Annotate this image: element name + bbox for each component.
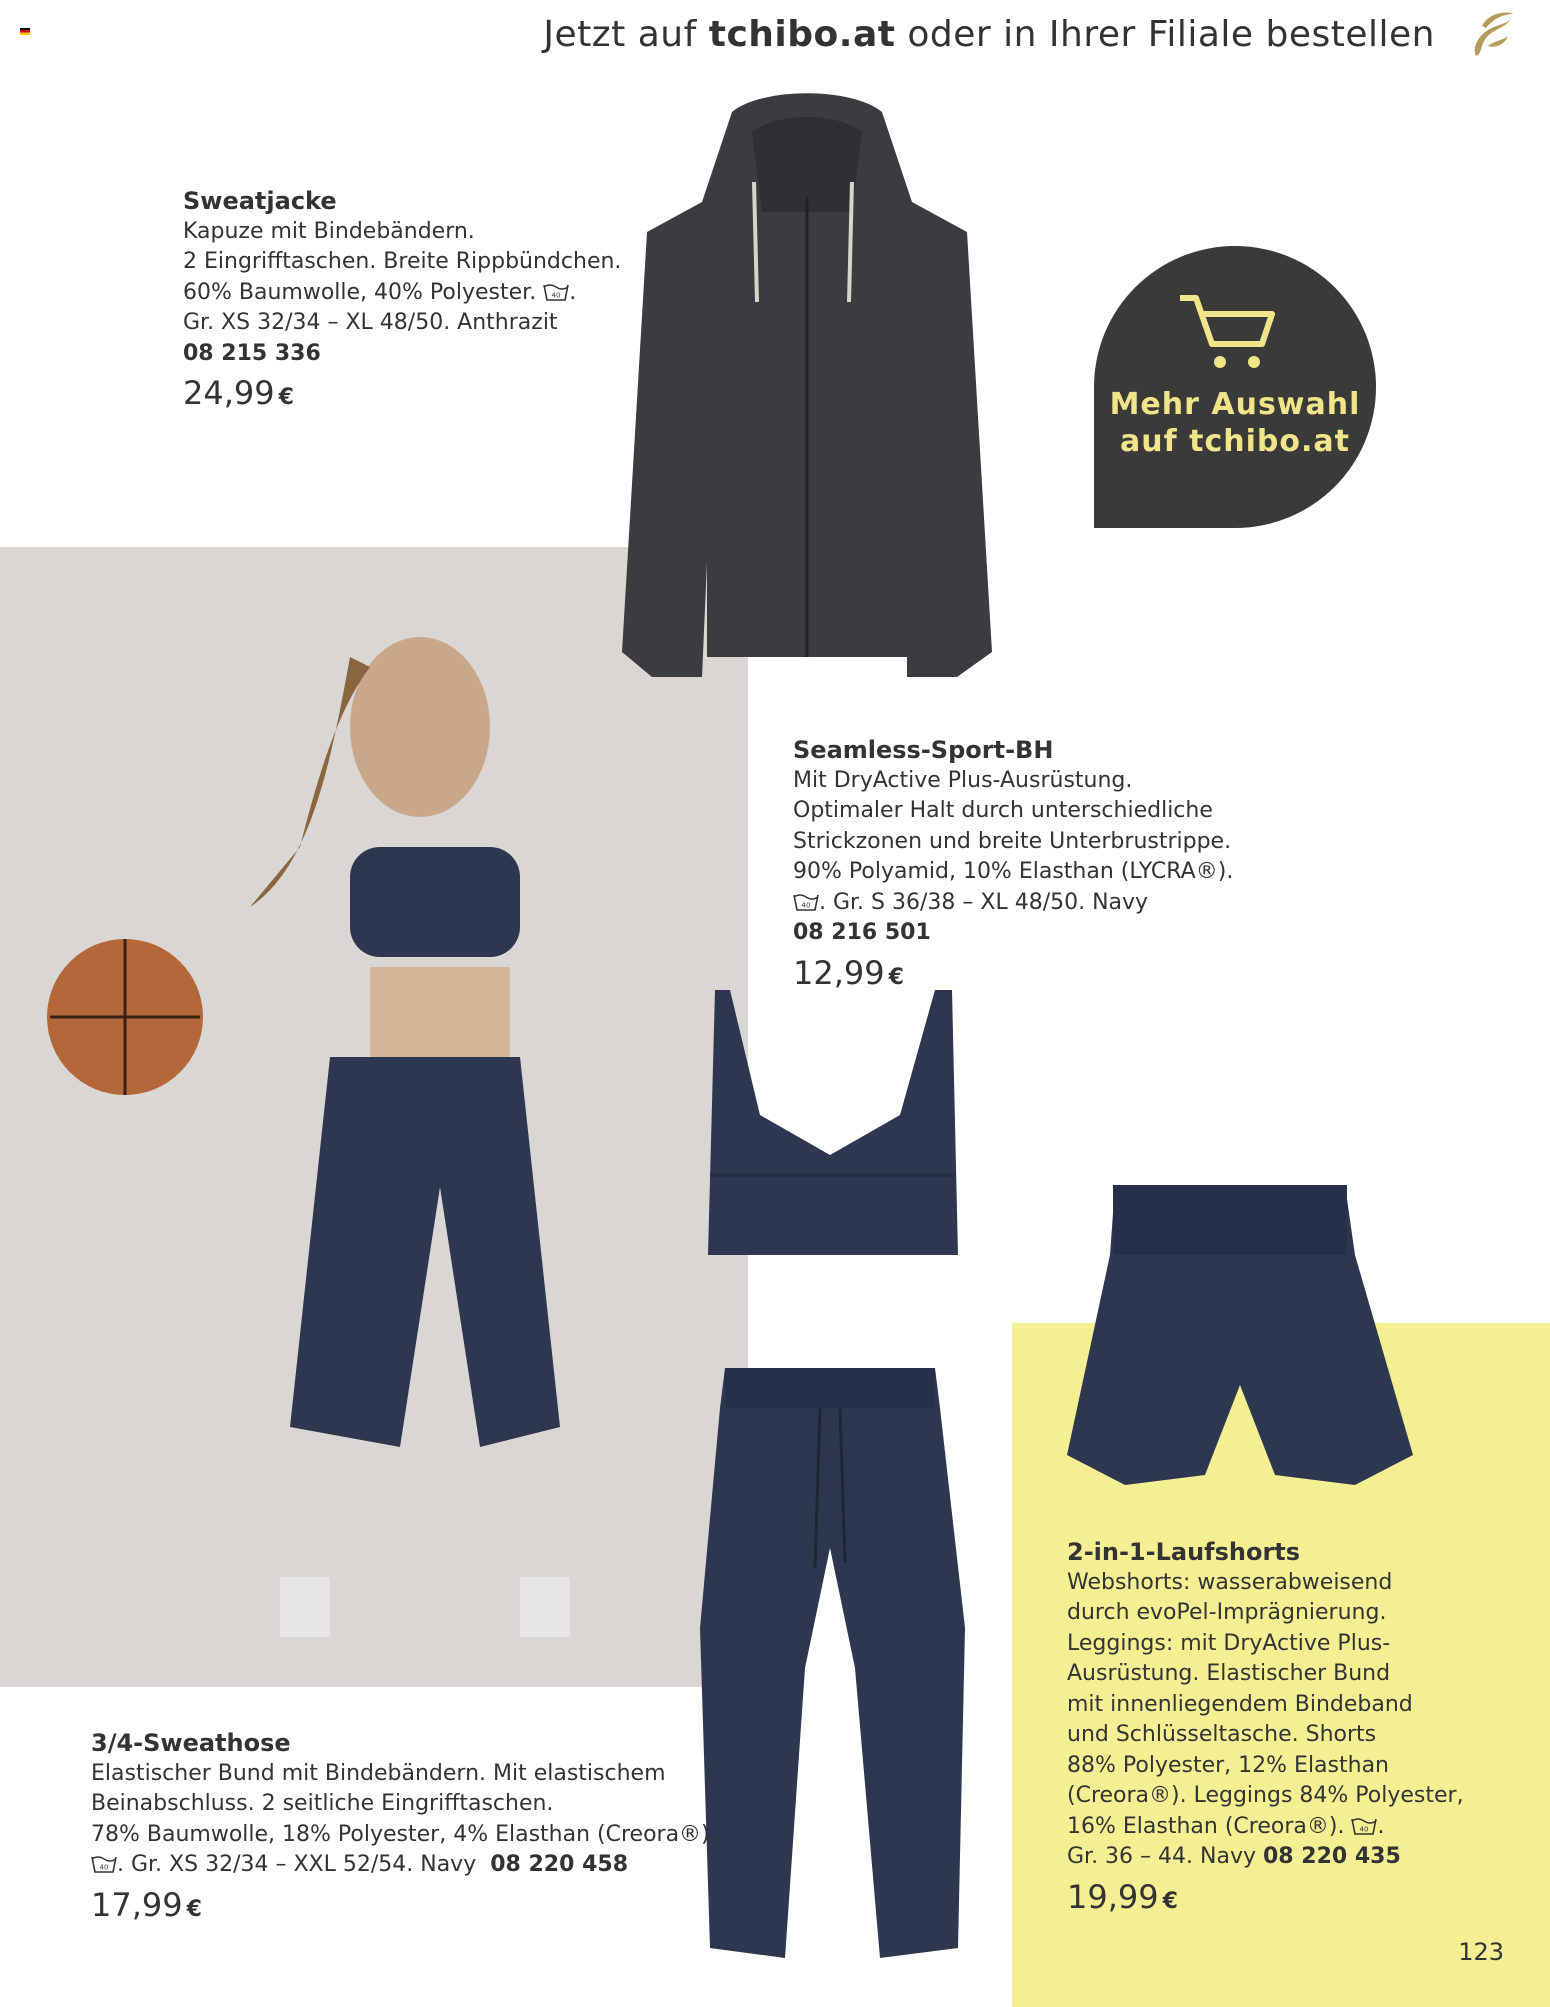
- product-desc-line: Elastischer Bund mit Bindebändern. Mit elastischem: [91, 1760, 666, 1786]
- flag-icon: [20, 20, 30, 27]
- product-title: Seamless-Sport-BH: [793, 736, 1054, 764]
- product-desc-line: Beinabschluss. 2 seitliche Eingrifftaschen.: [91, 1791, 554, 1816]
- product-desc-line: 60% Baumwolle, 40% Polyester.: [183, 279, 537, 305]
- product-title: 3/4-Sweathose: [91, 1729, 291, 1757]
- product-desc-line: 90% Polyamid, 10% Elasthan (LYCRA®).: [793, 859, 1234, 884]
- product-desc-line: 2 Eingrifftaschen. Breite Rippbündchen.: [183, 249, 622, 274]
- sweatjacke-image: [612, 92, 1002, 686]
- product-size: . Gr. XS 32/34 – XXL 52/54. Navy: [117, 1852, 477, 1877]
- tchibo-logo-icon: [1458, 6, 1520, 68]
- svg-text:40: 40: [1359, 1825, 1369, 1833]
- page-number: 123: [1458, 1938, 1504, 1966]
- svg-text:40: 40: [551, 291, 561, 299]
- product-desc-line: Ausrüstung. Elastischer Bund: [1067, 1661, 1391, 1686]
- product-price: 12,99 €: [793, 953, 904, 992]
- product-desc-line: durch evoPel-Imprägnierung.: [1067, 1600, 1387, 1625]
- product-size: Gr. 36 – 44. Navy: [1067, 1844, 1256, 1869]
- product-desc-line: Optimaler Halt durch unterschiedliche: [793, 798, 1213, 823]
- sportbh-image: [700, 985, 965, 1264]
- promo-line-1: Mehr Auswahl: [1109, 387, 1361, 422]
- cart-icon: [1176, 292, 1276, 372]
- product-desc-line: mit innenliegendem Bindeband: [1067, 1691, 1413, 1717]
- article-number: 08 215 336: [183, 340, 321, 366]
- product-desc-line: (Creora®). Leggings 84% Polyester,: [1067, 1783, 1464, 1808]
- wash-40-icon: [543, 281, 569, 301]
- product-sweatjacke: Sweatjacke Kapuze mit Bindebändern. 2 Eingrifftaschen. Breite Rippbündchen. 60% Baumwolle, 40% Polyester. 40 . Gr. XS 32/34 – XL 48/50. Anthrazit 08 215 336 24,99 €: [183, 186, 621, 418]
- model-photo: [0, 547, 748, 1687]
- article-number: 08 220 435: [1263, 1844, 1401, 1869]
- wash-40-icon: [793, 891, 819, 911]
- product-desc-line: Mit DryActive Plus-Ausrüstung.: [793, 767, 1133, 793]
- product-price: 19,99 €: [1067, 1877, 1178, 1916]
- product-desc-line: Kapuze mit Bindebändern.: [183, 218, 475, 244]
- svg-text:40: 40: [801, 901, 811, 909]
- wash-40-icon: [1351, 1815, 1377, 1835]
- laufshorts-image: [1065, 1185, 1415, 1499]
- product-desc-line: und Schlüsseltasche. Shorts: [1067, 1722, 1377, 1747]
- product-sportbh: [793, 735, 1233, 998]
- svg-text:40: 40: [99, 1863, 109, 1872]
- product-laufshorts: 2-in-1-Laufshorts Webshorts: wasserabweisend durch evoPel-Imprägnierung. Leggings: mit DryActive Plus- Ausrüstung. Elastischer Bund mit innenliegendem Bindeband und Schlüsseltasche. Shorts 88% Polyester, 12% Elasthan (Creora®). Leggings 84% Polyester, 16% Elasthan (Creora®). 40 . Gr. 36 – 44. Navy 08 220 435 19,99 €: [1067, 1537, 1464, 1922]
- promo-bubble[interactable]: [1094, 246, 1376, 528]
- product-price: 17,99 €: [91, 1885, 202, 1924]
- product-desc-line: 88% Polyester, 12% Elasthan: [1067, 1752, 1389, 1778]
- product-sweathose: [91, 1728, 717, 1930]
- site-link[interactable]: tchibo.at: [708, 14, 896, 55]
- sweathose-image: [690, 1368, 970, 1968]
- product-desc-line: 16% Elasthan (Creora®).: [1067, 1813, 1345, 1839]
- article-number: 08 220 458: [490, 1852, 628, 1877]
- product-title: 2-in-1-Laufshorts: [1067, 1538, 1301, 1566]
- promo-line-2: auf tchibo.at: [1120, 424, 1350, 459]
- product-title: Sweatjacke: [183, 187, 337, 215]
- product-desc-line: 78% Baumwolle, 18% Polyester, 4% Elasthan (Creora®).: [91, 1821, 717, 1847]
- product-size: Gr. XS 32/34 – XL 48/50. Anthrazit: [183, 310, 558, 335]
- product-price: 24,99 €: [183, 374, 294, 412]
- product-desc-line: Leggings: mit DryActive Plus-: [1067, 1630, 1391, 1656]
- product-size: . Gr. S 36/38 – XL 48/50. Navy: [819, 889, 1149, 915]
- product-desc-line: Strickzonen und breite Unterbrustrippe.: [793, 828, 1232, 854]
- article-number: 08 216 501: [793, 920, 931, 945]
- wash-40-icon: [91, 1853, 117, 1873]
- header-slogan: Jetzt auf tchibo.at oder in Ihrer Filiale bestellen: [543, 14, 1435, 55]
- product-desc-line: Webshorts: wasserabweisend: [1067, 1569, 1393, 1595]
